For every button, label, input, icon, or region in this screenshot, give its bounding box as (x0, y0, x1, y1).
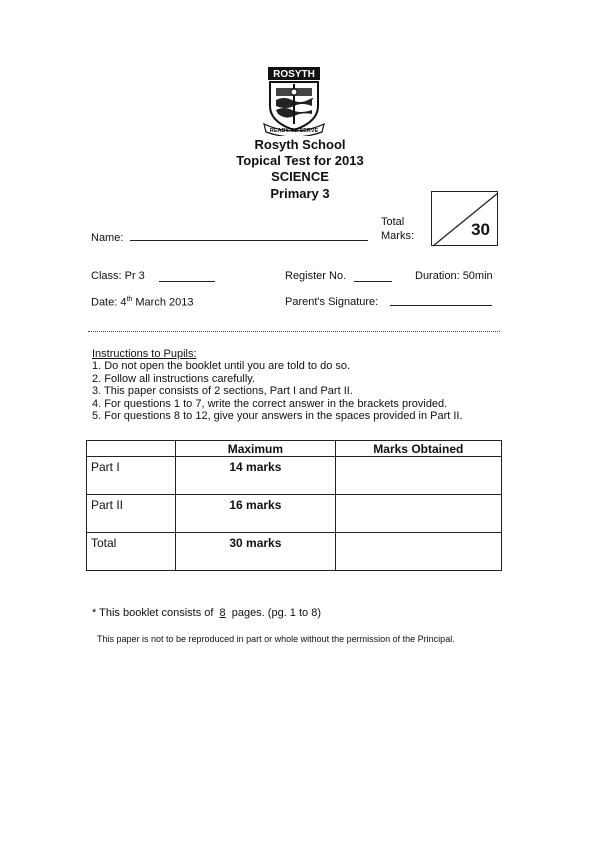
booklet-note-post: pages. (pg. 1 to 8) (228, 607, 321, 619)
part-cell: Total (87, 533, 176, 571)
date-rest: March 2013 (132, 296, 194, 309)
class-field[interactable] (159, 281, 215, 282)
instruction-item: 1. Do not open the booklet until you are told to do so. (92, 360, 351, 373)
total-marks-label-1: Total (381, 216, 405, 228)
subject-title: SCIENCE (271, 169, 329, 184)
max-cell: 14 marks (176, 457, 336, 495)
obtained-cell[interactable] (335, 533, 501, 571)
date-label (91, 296, 193, 309)
instructions-title: Instructions to Pupils: (92, 348, 197, 360)
level-title: Primary 3 (270, 186, 330, 201)
section-separator (88, 331, 500, 332)
name-label: Name: (91, 232, 124, 244)
table-header: Maximum (176, 441, 336, 457)
total-marks-value: 30 (471, 220, 490, 239)
class-label: Class: Pr 3 (91, 270, 145, 282)
max-cell: 16 marks (176, 495, 336, 533)
booklet-note (92, 607, 321, 619)
instruction-item: 3. This paper consists of 2 sections, Part I and Part II. (92, 385, 353, 398)
school-crest-logo (262, 66, 326, 136)
total-marks-box (431, 191, 498, 246)
max-cell: 30 marks (176, 533, 336, 571)
svg-text:READY TO SERVE: READY TO SERVE (269, 128, 319, 134)
signature-field[interactable] (390, 305, 492, 306)
register-label: Register No. (285, 270, 347, 282)
instruction-item: 2. Follow all instructions carefully. (92, 372, 256, 385)
instruction-item: 4. For questions 1 to 7, write the correct answer in the brackets provided. (92, 397, 448, 410)
date-prefix: Date: 4 (91, 296, 127, 309)
test-title: Topical Test for 2013 (236, 153, 364, 168)
register-field[interactable] (354, 281, 392, 282)
marks-table (86, 440, 502, 571)
table-row (87, 457, 502, 495)
table-row (87, 495, 502, 533)
total-marks-label-2: Marks: (381, 230, 414, 242)
name-field[interactable] (130, 240, 368, 241)
svg-text:ROSYTH: ROSYTH (273, 69, 315, 80)
booklet-pages: 8 (219, 607, 226, 619)
signature-label: Parent's Signature: (285, 296, 379, 308)
obtained-cell[interactable] (335, 495, 501, 533)
instruction-item: 5. For questions 8 to 12, give your answers in the spaces provided in Part II. (92, 410, 463, 423)
obtained-cell[interactable] (335, 457, 501, 495)
table-header (87, 441, 176, 457)
permission-note: This paper is not to be reproduced in part or whole without the permission of the Principal. (97, 634, 455, 644)
date-superscript: th (126, 296, 133, 303)
booklet-note-pre: * This booklet consists of (92, 607, 217, 619)
duration-label: Duration: 50min (415, 270, 493, 282)
table-header-row (87, 441, 502, 457)
school-name: Rosyth School (254, 137, 346, 152)
part-cell: Part I (87, 457, 176, 495)
instructions-block (92, 348, 463, 422)
table-row (87, 533, 502, 571)
table-header: Marks Obtained (335, 441, 501, 457)
part-cell: Part II (87, 495, 176, 533)
